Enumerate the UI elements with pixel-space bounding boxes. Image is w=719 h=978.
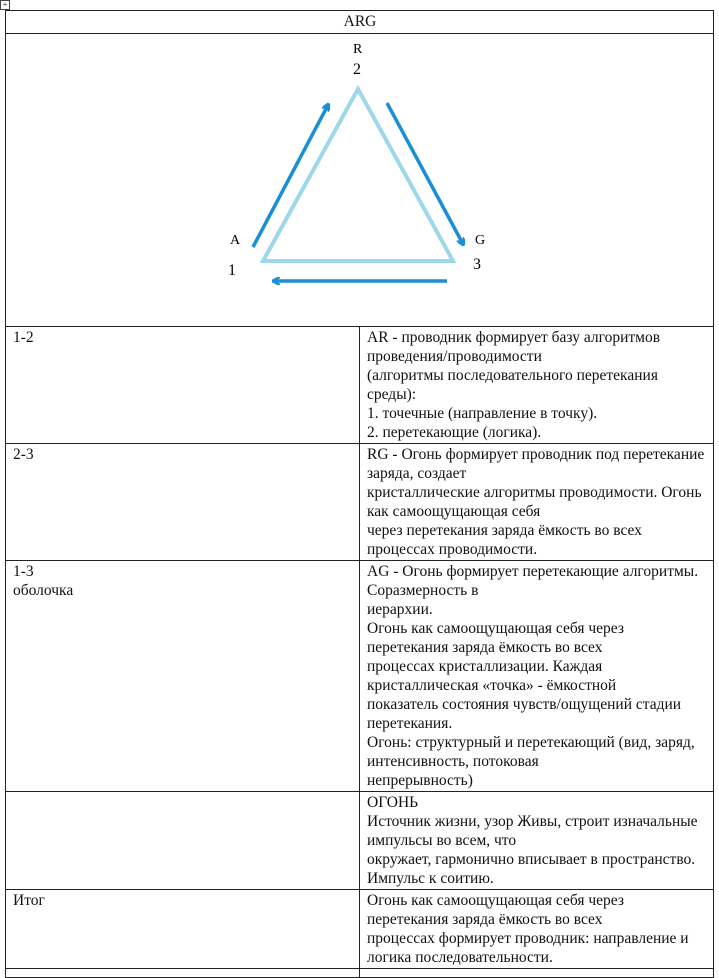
- label-line: Итог: [13, 892, 45, 909]
- row-description: [360, 890, 714, 969]
- text-line: 1. точечные (направление в точку).: [367, 405, 598, 422]
- table-row: [6, 444, 714, 561]
- arrow-2-3: [387, 103, 463, 244]
- table-move-handle-icon[interactable]: +: [0, 0, 10, 10]
- table-row: [6, 792, 714, 890]
- row-description: [360, 444, 714, 561]
- text-line: Импульс к соитию.: [367, 870, 494, 887]
- row-description: [360, 327, 714, 444]
- text-line: AR - проводник формирует базу алгоритмов проведения/проводимости: [367, 329, 661, 365]
- diagram-cell: [6, 34, 714, 327]
- row-label: [6, 792, 360, 890]
- text-line: (алгоритмы последовательного перетекания среды):: [367, 367, 658, 403]
- label-line: 1-3: [13, 563, 34, 580]
- label-2: 2: [353, 61, 361, 78]
- text-line: иерархии.: [367, 601, 433, 618]
- text-line: через перетекания заряда ёмкость во всех процессах проводимости.: [367, 522, 642, 558]
- text-line: непрерывность): [367, 772, 473, 789]
- empty-cell: [360, 969, 714, 978]
- label-r: R: [353, 42, 363, 57]
- table-row: [6, 561, 714, 792]
- row-label: [6, 561, 360, 792]
- label-a: A: [230, 233, 241, 248]
- label-1: 1: [228, 262, 236, 279]
- text-line: показатель состояния чувств/ощущений стадии перетекания.: [367, 696, 682, 732]
- text-line: кристаллические алгоритмы проводимости. Огонь как самоощущающая себя: [367, 484, 702, 520]
- row-label: [6, 444, 360, 561]
- arg-table: [5, 10, 714, 978]
- empty-cell: [6, 969, 360, 978]
- row-description: [360, 792, 714, 890]
- label-line: 1-2: [13, 329, 34, 346]
- label-line: оболочка: [13, 582, 74, 599]
- label-3: 3: [473, 256, 481, 273]
- text-line: 2. перетекающие (логика).: [367, 424, 542, 441]
- text-line: процессах формирует проводник: направление и логика последовательности.: [367, 930, 689, 966]
- row-label: [6, 327, 360, 444]
- text-line: RG - Огонь формирует проводник под перетекание заряда, создает: [367, 446, 705, 482]
- row-label: [6, 890, 360, 969]
- text-line: Огонь как самоощущающая себя через перетекания заряда ёмкость во всех: [367, 892, 624, 928]
- arrow-1-2: [253, 105, 328, 247]
- label-g: G: [475, 233, 486, 248]
- text-line: окружает, гармонично вписывает в пространство.: [367, 851, 696, 868]
- label-line: 2-3: [13, 446, 34, 463]
- text-line: процессах кристаллизации. Каждая кристаллическая «точка» - ёмкостной: [367, 658, 617, 694]
- row-description: [360, 561, 714, 792]
- text-line: Огонь как самоощущающая себя через перетекания заряда ёмкость во всех: [367, 620, 624, 656]
- text-line: ОГОНЬ: [367, 794, 419, 811]
- text-line: Огонь: структурный и перетекающий (вид, заряд, интенсивность, потоковая: [367, 734, 695, 770]
- table-title: ARG: [6, 11, 714, 34]
- table-row: [6, 327, 714, 444]
- text-line: Источник жизни, узор Живы, строит изначальные импульсы во всем, что: [367, 813, 698, 849]
- table-row: [6, 890, 714, 969]
- arg-triangle-diagram: [6, 34, 713, 326]
- text-line: AG - Огонь формирует перетекающие алгоритмы. Соразмерность в: [367, 563, 699, 599]
